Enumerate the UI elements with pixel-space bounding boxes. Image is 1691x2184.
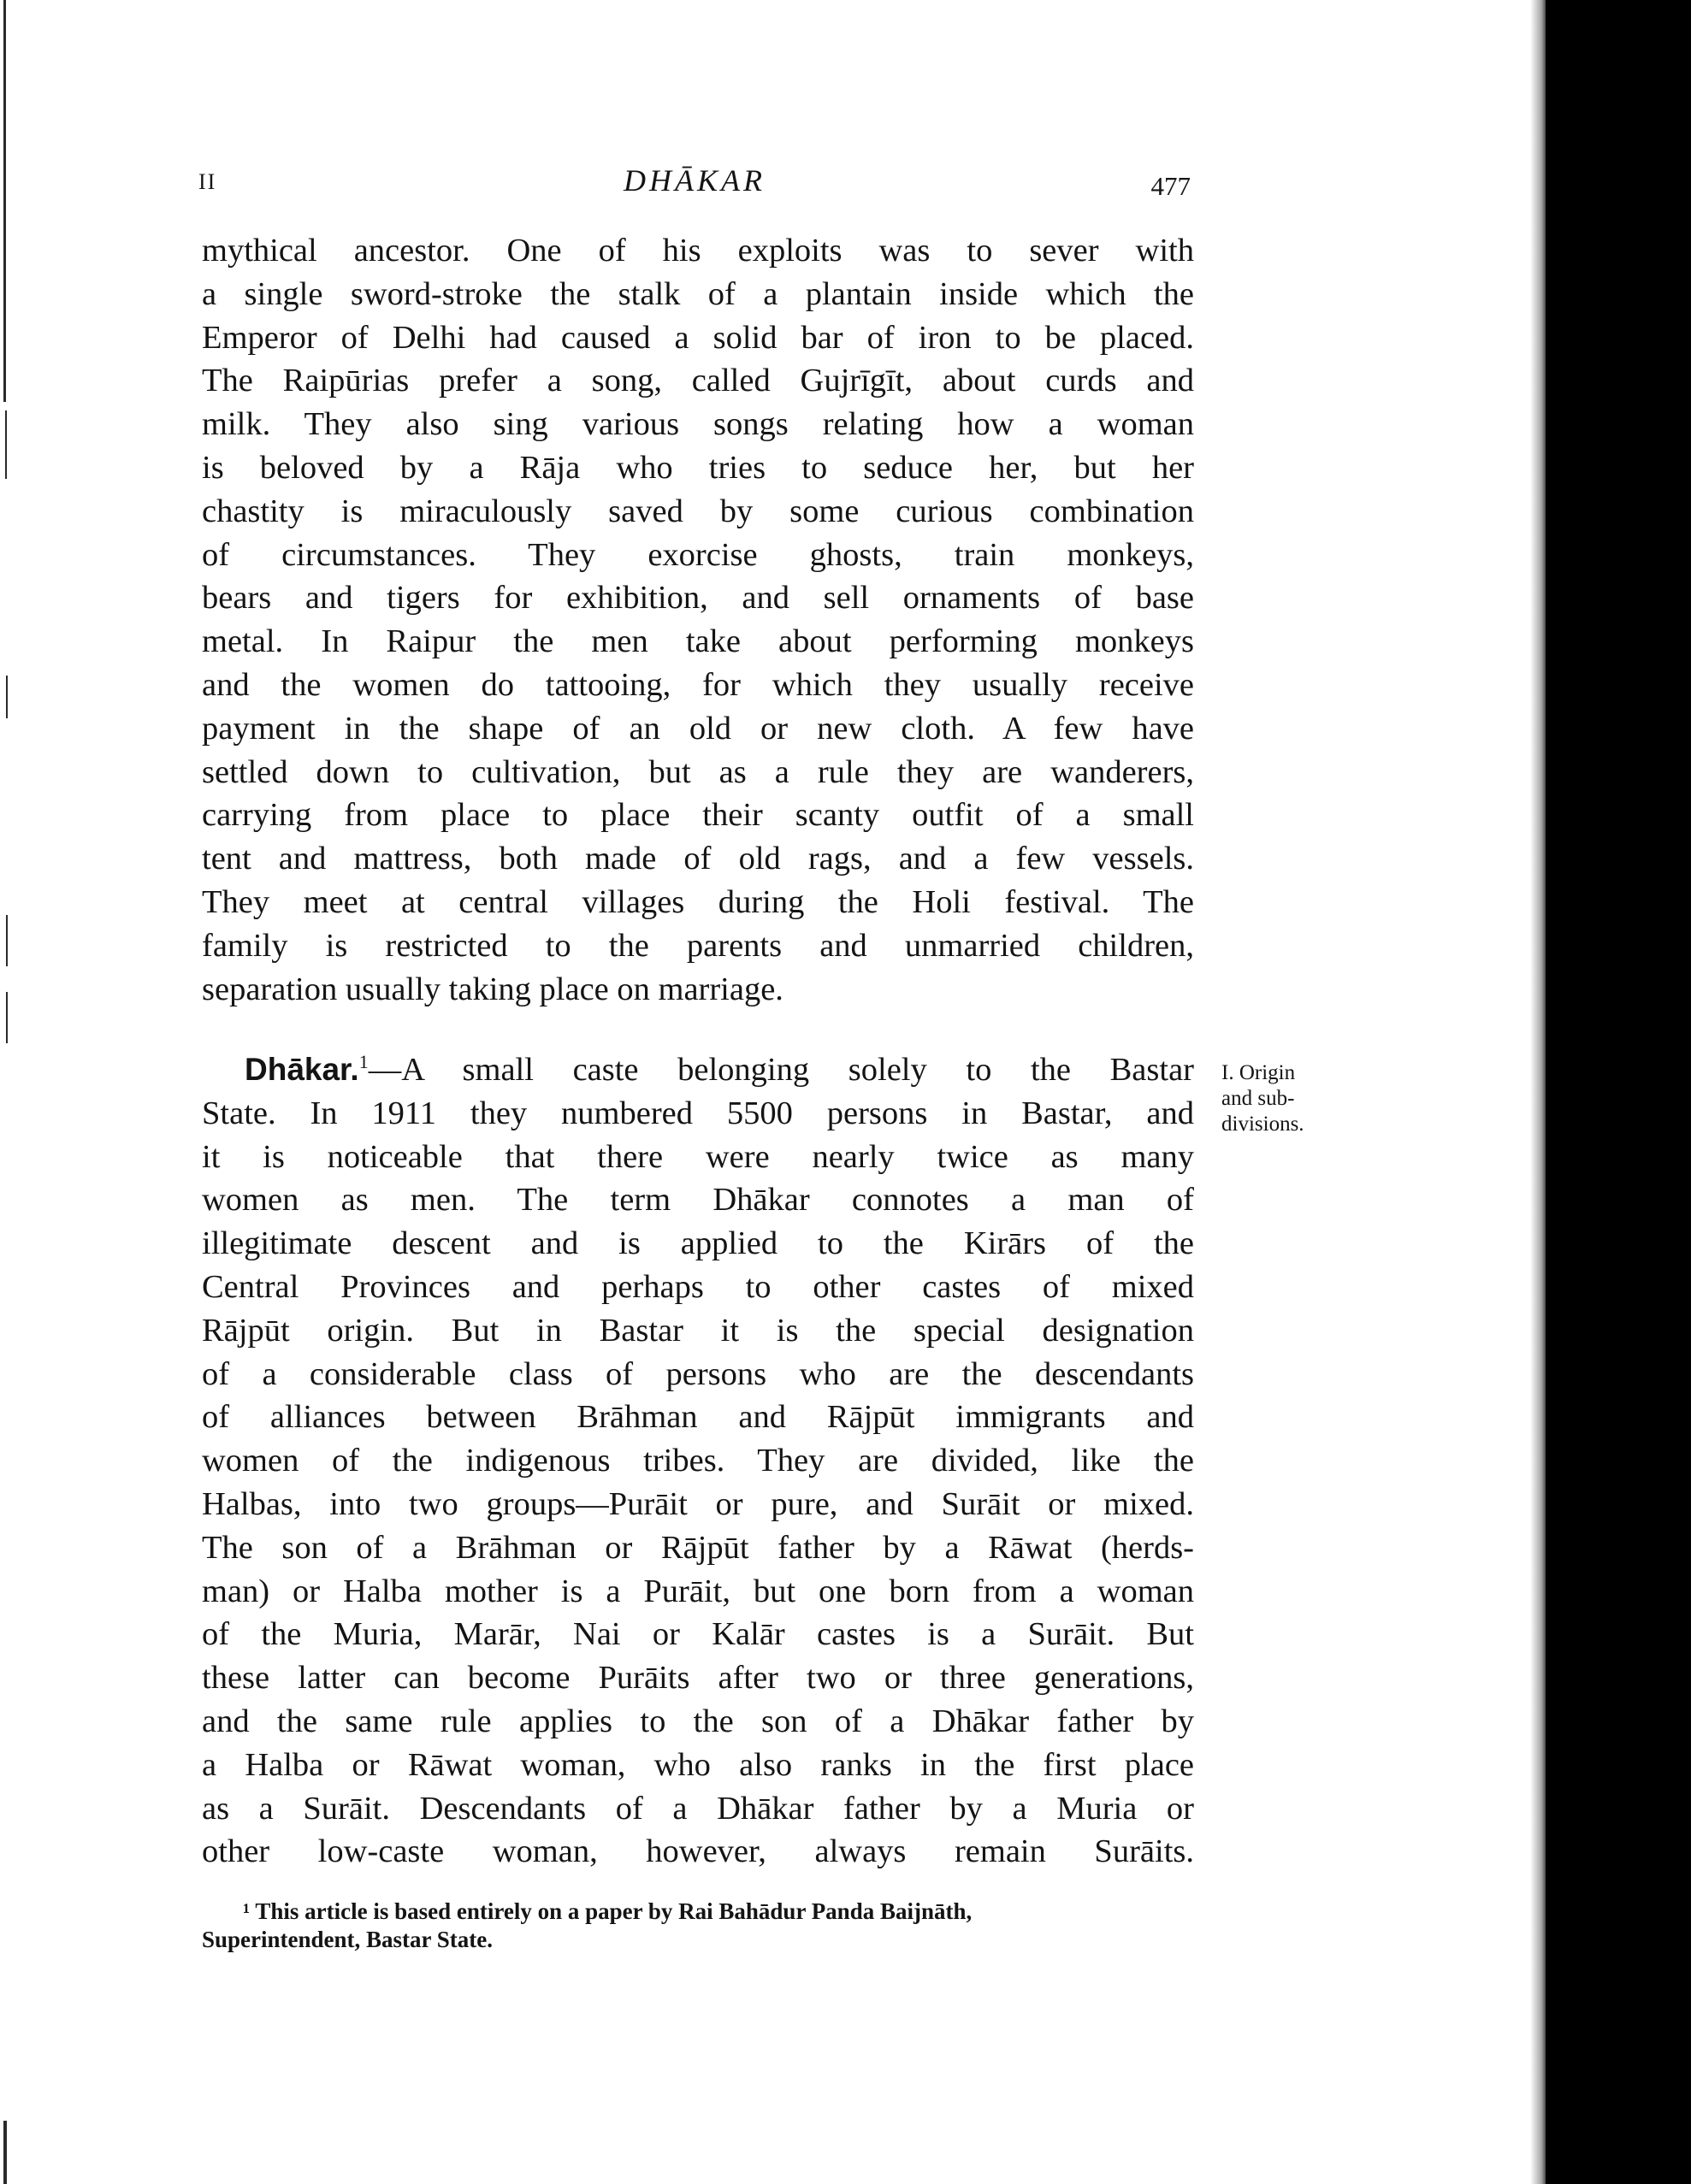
page-number: 477 xyxy=(1150,171,1191,201)
text-line: other low-caste woman, however, always remain Surāits. xyxy=(202,1833,1194,1870)
footnote-reference: 1 xyxy=(358,1051,369,1073)
text-line: chastity is miraculously saved by some curious combination xyxy=(202,493,1194,529)
text-line: a single sword-stroke the stalk of a plantain inside which the xyxy=(202,275,1194,312)
scan-left-edge-mark xyxy=(5,410,7,479)
text-line: of circumstances. They exorcise ghosts, train monkeys, xyxy=(202,536,1194,573)
text-line: of the Muria, Marār, Nai or Kalār castes is a Surāit. But xyxy=(202,1616,1194,1653)
text-line: of alliances between Brāhman and Rājpūt immigrants and xyxy=(202,1399,1194,1436)
text-line: The son of a Brāhman or Rājpūt father by a Rāwat (herds- xyxy=(202,1529,1194,1566)
text-line: it is noticeable that there were nearly twice as many xyxy=(202,1138,1194,1175)
footnote xyxy=(202,1898,1194,1954)
text-line: State. In 1911 they numbered 5500 persons in Bastar, and xyxy=(202,1095,1194,1131)
scan-left-edge-mark xyxy=(6,915,8,966)
volume-number: II xyxy=(198,169,217,194)
footnote-line: Superintendent, Bastar State. xyxy=(202,1927,494,1952)
footnote-line: ¹ This article is based entirely on a paper by Rai Bahādur Panda Baijnāth, xyxy=(243,1898,973,1924)
text-line: mythical ancestor. One of his exploits was to sever with xyxy=(202,233,1194,269)
text-line: of a considerable class of persons who are the descendants xyxy=(202,1355,1194,1392)
sidenote-line: divisions. xyxy=(1221,1113,1304,1136)
text-line: tent and mattress, both made of old rags, and a few vessels. xyxy=(202,841,1194,877)
text-line: The Raipūrias prefer a song, called Gujrīgīt, about curds and xyxy=(202,363,1194,399)
text-line: Halbas, into two groups—Purāit or pure, and Surāit or mixed. xyxy=(202,1485,1194,1522)
text-line: bears and tigers for exhibition, and sell ornaments of base xyxy=(202,580,1194,617)
article-first-line xyxy=(202,1048,1194,1092)
text-line: Central Provinces and perhaps to other castes of mixed xyxy=(202,1268,1194,1305)
text-line: payment in the shape of an old or new cloth. A few have xyxy=(202,710,1194,747)
dhakar-article xyxy=(202,1048,1194,1874)
paragraph-continuation xyxy=(202,229,1194,1011)
text-line-rest: —A small caste belonging solely to the Bastar xyxy=(368,1052,1194,1088)
scan-right-gradient xyxy=(1530,0,1549,2184)
marginal-sidenote xyxy=(1221,1060,1341,1137)
text-line: settled down to cultivation, but as a rule they are wanderers, xyxy=(202,753,1194,790)
text-line: illegitimate descent and is applied to the Kirārs of the xyxy=(202,1225,1194,1262)
scan-left-edge-mark xyxy=(3,0,6,402)
text-line: as a Surāit. Descendants of a Dhākar father by a Muria or xyxy=(202,1790,1194,1827)
scan-right-shadow xyxy=(1546,0,1691,2184)
text-line: man) or Halba mother is a Purāit, but one born from a woman xyxy=(202,1573,1194,1609)
text-line: women of the indigenous tribes. They are divided, like the xyxy=(202,1443,1194,1479)
text-line: family is restricted to the parents and unmarried children, xyxy=(202,927,1194,964)
running-head xyxy=(198,162,1191,205)
text-line: is beloved by a Rāja who tries to seduce her, but her xyxy=(202,449,1194,486)
text-line: separation usually taking place on marriage. xyxy=(202,971,783,1007)
text-line: these latter can become Purāits after two or three generations, xyxy=(202,1660,1194,1697)
text-line: They meet at central villages during the Holi festival. The xyxy=(202,883,1194,920)
text-line: and the women do tattooing, for which they usually receive xyxy=(202,666,1194,703)
text-line: and the same rule applies to the son of a Dhākar father by xyxy=(202,1703,1194,1739)
caste-heading: Dhākar. xyxy=(245,1052,359,1087)
scan-left-edge xyxy=(0,0,9,2184)
sidenote-line: I. Origin xyxy=(1221,1061,1296,1084)
scan-left-edge-mark xyxy=(6,676,8,718)
text-line: milk. They also sing various songs relating how a woman xyxy=(202,406,1194,443)
text-line: metal. In Raipur the men take about performing monkeys xyxy=(202,623,1194,660)
text-line: a Halba or Rāwat woman, who also ranks in the first place xyxy=(202,1746,1194,1783)
sidenote-line: and sub- xyxy=(1221,1087,1295,1110)
text-line: carrying from place to place their scanty outfit of a small xyxy=(202,797,1194,834)
text-line: women as men. The term Dhākar connotes a man of xyxy=(202,1182,1194,1219)
running-title: DHĀKAR xyxy=(624,163,766,198)
text-line: Emperor of Delhi had caused a solid bar of iron to be placed. xyxy=(202,319,1194,356)
scan-left-edge-mark xyxy=(3,2121,7,2184)
text-line: Rājpūt origin. But in Bastar it is the special designation xyxy=(202,1312,1194,1349)
scan-left-edge-mark xyxy=(6,992,8,1043)
